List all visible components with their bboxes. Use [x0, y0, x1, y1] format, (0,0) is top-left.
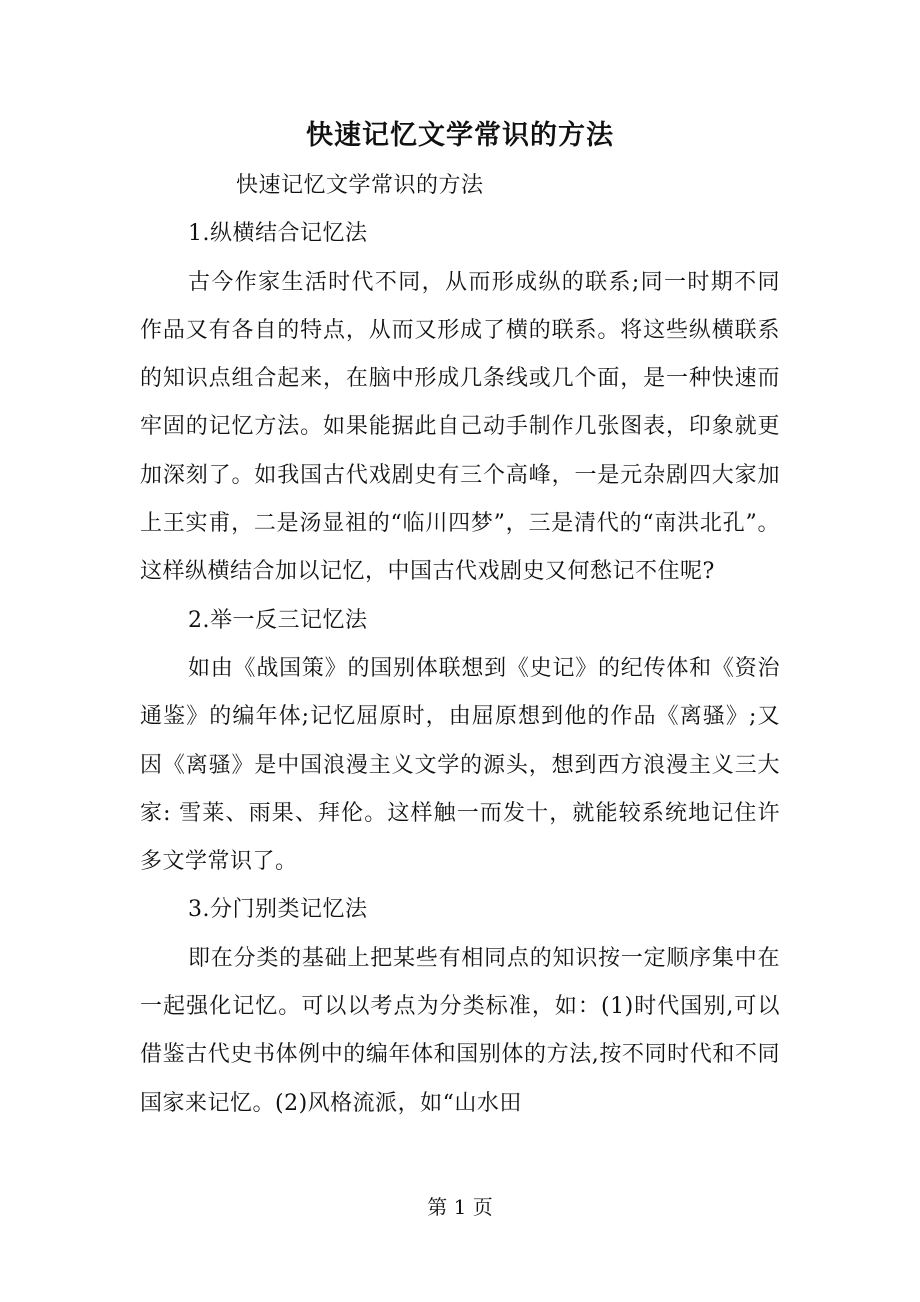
document-subtitle: 快速记忆文学常识的方法	[236, 173, 484, 198]
page-number: 第 1 页	[427, 1195, 493, 1219]
document-body	[140, 162, 780, 1128]
section-3-heading: 3.分门别类记忆法	[188, 897, 368, 923]
section-3-body: 即在分类的基础上把某些有相同点的知识按一定顺序集中在一起强化记忆。可以以考点为分类标准，如：(1)时代国别,可以借鉴古代史书体例中的编年体和国别体的方法,按不同时代和不同国家来记忆。(2)风格流派，如“山水田	[140, 945, 780, 1116]
section-1-heading: 1.纵横结合记忆法	[188, 221, 368, 247]
section-2-body: 如由《战国策》的国别体联想到《史记》的纪传体和《资治通鉴》的编年体;记忆屈原时，由屈原想到他的作品《离骚》;又因《离骚》是中国浪漫主义文学的源头，想到西方浪漫主义三大家: 雪莱、雨果、拜伦。这样触一而发十，就能较系统地记住许多文学常识了。	[140, 655, 780, 875]
document-title: 快速记忆文学常识的方法	[306, 120, 614, 151]
section-1-body: 古今作家生活时代不同，从而形成纵的联系;同一时期不同作品又有各自的特点，从而又形成了横的联系。将这些纵横联系的知识点组合起来，在脑中形成几条线或几个面，是一种快速而牢固的记忆方法。如果能据此自己动手制作几张图表，印象就更加深刻了。如我国古代戏剧史有三个高峰，一是元杂剧四大家加上王实甫，二是汤显祖的“临川四梦”，三是清代的“南洪北孔”。这样纵横结合加以记忆，中国古代戏剧史又何愁记不住呢?	[140, 269, 780, 585]
section-2-heading: 2.举一反三记忆法	[188, 607, 368, 633]
